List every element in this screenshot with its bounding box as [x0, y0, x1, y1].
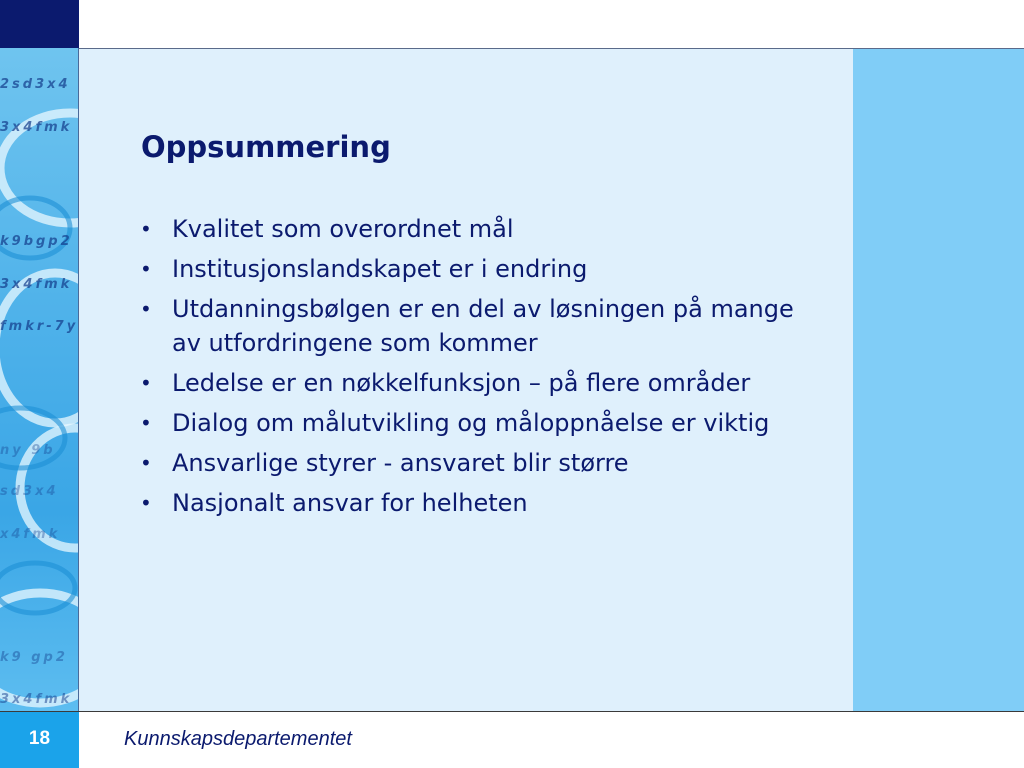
bullet-text: Utdanningsbølgen er en del av løsningen på mange av utfordringene som kommer	[172, 295, 794, 357]
band-glyphs-3: k9bgp2	[0, 234, 73, 249]
band-glyphs-4: 3x4fmk	[0, 277, 73, 292]
bullet-text: Nasjonalt ansvar for helheten	[172, 489, 528, 517]
page-number-box	[0, 712, 79, 768]
bullet-item	[140, 366, 830, 400]
bullet-dot-icon: •	[140, 411, 152, 435]
bullet-text: Institusjonslandskapet er i endring	[172, 255, 588, 283]
bullet-text: Ansvarlige styrer - ansvaret blir større	[172, 449, 629, 477]
bullet-item	[140, 446, 830, 480]
bullet-list	[140, 212, 830, 526]
bottom-divider	[0, 711, 1024, 712]
bullet-dot-icon: •	[140, 297, 152, 321]
band-glyphs-7: sd3x4	[0, 484, 59, 499]
bullet-item	[140, 406, 830, 440]
bullet-text: Kvalitet som overordnet mål	[172, 215, 514, 243]
right-color-strip	[853, 49, 1024, 711]
decorative-left-band	[0, 48, 79, 711]
swirl-graphic	[0, 48, 79, 711]
bullet-dot-icon: •	[140, 371, 152, 395]
bullet-dot-icon: •	[140, 491, 152, 515]
bullet-dot-icon: •	[140, 257, 152, 281]
bullet-item	[140, 212, 830, 246]
navy-corner-block	[0, 0, 79, 48]
bullet-text: Ledelse er en nøkkelfunksjon – på flere områder	[172, 369, 751, 397]
bullet-dot-icon: •	[140, 451, 152, 475]
band-glyphs-9: k9 gp2	[0, 650, 68, 665]
bullet-item	[140, 292, 830, 360]
band-glyphs-1: 2sd3x4	[0, 77, 71, 92]
page-number: 18	[28, 728, 51, 749]
bullet-item	[140, 486, 830, 520]
band-glyphs-2: 3x4fmk	[0, 120, 73, 135]
band-glyphs-10: 3x4fmk	[0, 692, 73, 707]
slide-title: Oppsummering	[141, 130, 391, 164]
bullet-text: Dialog om målutvikling og måloppnåelse er viktig	[172, 409, 770, 437]
band-glyphs-5: fmkr-7y	[0, 319, 79, 334]
footer-organization: Kunnskapsdepartementet	[124, 728, 352, 750]
band-glyphs-6: ny 9b	[0, 443, 56, 458]
bullet-item	[140, 252, 830, 286]
bullet-dot-icon: •	[140, 217, 152, 241]
band-glyphs-8: x4fmk	[0, 527, 61, 542]
